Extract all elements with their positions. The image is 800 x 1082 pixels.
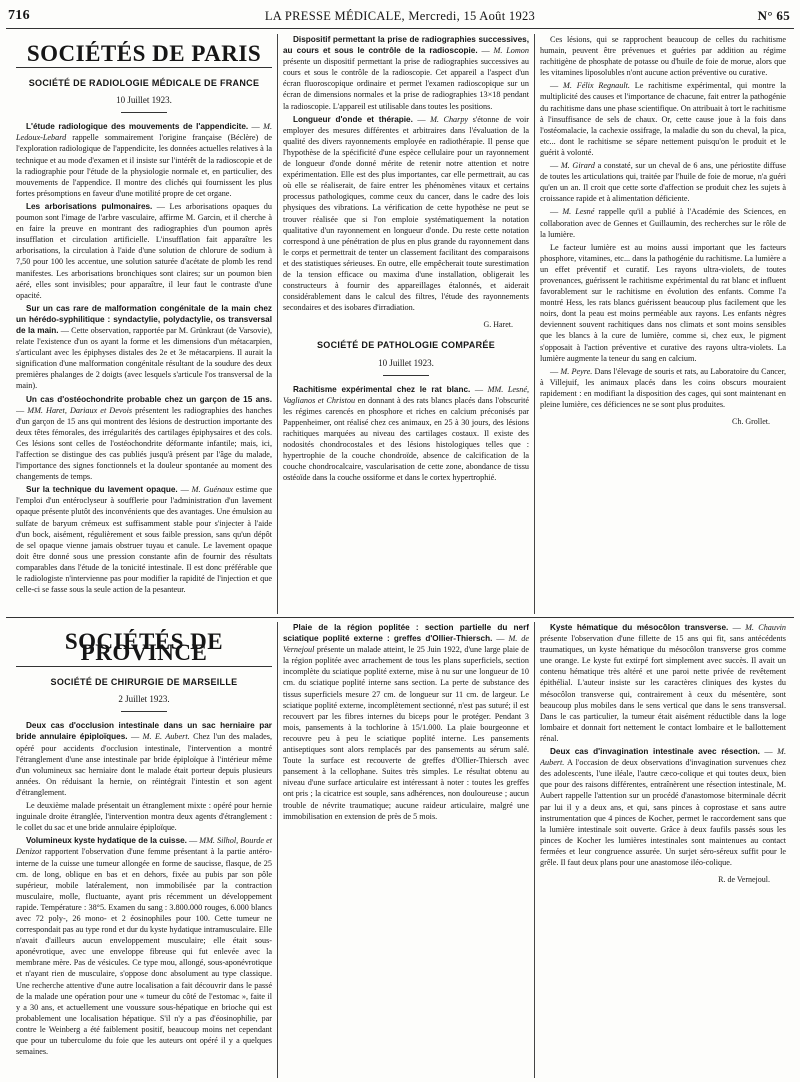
pathology-signature: Ch. Grollet. (732, 417, 770, 427)
abstract-kyste-mesocolon: Kyste hématique du mésocôlon transverse. — M. Chauvin présente l'observation d'une fillette de 15 ans qui fit, sans antécédents traumatiques, un kyste hématique du mésocôlon transverse gros comme une orange. Le kyste fut extirpé fort simplement avec succès. Il avait un contenu hématique très altéré et une paroi nette privée de revêtement épithélial. L'auteur insiste sur les caractères cliniques des kystes du mésocôlon transverse qui, contrairement à ceux du mésentère, sont beaucoup plus mobiles dans le sens vertical que dans le sens transversal. Dans le cas particulier, la tumeur était aisément réductible dans la loge lombaire et donnait fort nettement le contact lombaire et le ballottement rénal. (540, 623, 786, 743)
province-signature: R. de Vernejoul. (718, 875, 770, 885)
abstract-arborisations: Les arborisations pulmonaires. — Les arborisations opaques du poumon sont l'image de l'arbre vasculaire, affirme M. Garcin, et il cherche à en faire la preuve en montrant des radiographies d'un poumon après insufflation et circulation artificielle. L'insufflation fait apparaître les arborisations, la circulation à l'aide d'une solution de chlorure de sodium à 7,50 pour 100 les accentue, une solution saturée d'acétate de plomb les rend manifestes. Les arborisations bronchiques sont claires; sur un poumon bien aéré, elles sont invisibles; pour apparaître, il leur faut le contraste d'une opacité. (16, 201, 272, 300)
abstract-longueur-onde: Longueur d'onde et thérapie. — M. Charpy s'étonne de voir employer des mesures différentes et arbitraires dans l'évaluation de la qualité des divers rayonnements employée en radiothérapie. Il pense que l'hypothèse de la spécificité d'une espèce cellulaire pour un rayonnement de longueur d'onde donné mérite de retenir notre attention et notre expérimentation. Elle est des plus importantes, car elle permettrait, au cas où elle se réaliserait, de faire entrer les phénomènes vitaux et certains processus pathologiques, comme ceux du cancer, dans le cadre des lois physiques des vibrations. La vérification de cette hypothèse ne peut se trouver réalisée que si l'on emploie systématiquement la notation qualitative d'un rayonnement en longueur d'onde. Du reste cette notation correspond à une pénétration de plus en plus grande du rayonnement dans le corps et permettrait de tenter un classement facilitant des comparaisons et des statistiques sérieuses. En outre, elle empêcherait toute surestimation de la tension efficace ou maxima d'une installation, obligerait les constructeurs à fournir des appareillages étalonnés, et aiderait considérablement dans le calcul des filtres, l'étude des rayonnements secondaires et des isobares d'irradiation. (283, 114, 529, 313)
pathology-session-date: 10 Juillet 1923. (378, 357, 434, 368)
abstract-lumiere: Le facteur lumière est au moins aussi important que les facteurs phosphore, vitamines, etc... dans la pathogénie du rachitisme. La lumière a un effet préventif et curatif. Les rayons ultra-violets, de toutes provenances, guérissent le rachitisme expérimental du rat blanc et influent favorablement sur le rachitisme en évolution des enfants. Comme l'a montré Hess, les rats blancs guérissent beaucoup plus facilement que les noirs, dont la peau est moins perméable aux rayons. Les enfants nègres deviennent souvent rachitiques dans nos climats et sont moins sensibles que les blancs à la cure de lumière, comme si, chez eux, le pigment s'opposait à l'action préventive et curative des rayons ultra-violets. La lumière augmente la teneur du sang en calcium. (540, 242, 786, 363)
title-rule (16, 666, 272, 667)
abstract-peyre: — M. Peyre. Dans l'élevage de souris et rats, au Laboratoire du Cancer, à Villejuif, les animaux placés dans les coins obscurs mouraient rapidement : en modifiant la disposition des cages, qui sont maintenant en pleine lumière, ces déficiences ne se sont plus produites. (540, 366, 786, 409)
radiology-signature: G. Haret. (483, 320, 513, 330)
paris-column-2 (283, 34, 529, 614)
header-rule (6, 28, 794, 29)
abstract-girard: — M. Girard a constaté, sur un cheval de 6 ans, une périostite diffuse de toutes les articulations qui, traitée par l'huile de foie de morue, n'a guéri qu'en un an. Il croit que cette sorte d'affection se produit chez les sujets à croissance rapide et à alimentation déficiente. (540, 161, 786, 204)
section-separator (6, 617, 794, 618)
abstract-occlusion: Deux cas d'occlusion intestinale dans un sac herniaire par bride annulaire épiploïques. — M. E. Aubert. Chez l'un des malades, opéré pour accidents d'occlusion intestinale, l'intervention a montré l'étranglement d'une anse intestinale par bride épiploïque à l'intérieur même d'un volumineux sac herniaire dont le malade était porteur depuis plusieurs années. On réduisant la hernie, on réintégrait l'intestin et son agent d'étranglement. (16, 721, 272, 797)
abstract-malformation: Sur un cas rare de malformation congénitale de la main chez un hérédo-syphilitique : syndactylie, polydactylie, os transversal de la main. — Cette observation, rapportée par M. Grünkraut (de Varsovie), relate l'existence d'un os ayant la forme et les dimensions d'un métacarpien, s'articulant avec les épiphyses distales des 2e et 3e métacarpiens. Il aurait la signification d'une malformation congénitale résultant de la soudure des deux premières phalanges de 2 doigts (avec lesquels s'articule l'os transversal de la main). (16, 303, 272, 391)
abstract-lesne: — M. Lesné rappelle qu'il a publié à l'Académie des Sciences, en collaboration avec de Gennes et Guillaumin, des recherches sur le rôle de la lumière. (540, 207, 786, 239)
abstract-regnault: — M. Félix Regnault. Le rachitisme expérimental, qui montre la multiplicité des causes et l'importance de chacune, fait entrer la pathogénie du rachitisme dans une phase scientifique. On attribuait à tort le rachitisme à l'insuffisance de sels de chaux. Or, cette cause joue à la fois dans l'ostéomalacie, la cachexie ossifrage, la maladie du son du cheval, la pica, etc... dont le rachitisme se sépare nettement puisqu'on le produit et le guérit à volonté. (540, 81, 786, 157)
province-column-1 (16, 622, 272, 1078)
short-rule (121, 711, 167, 712)
title-rule (16, 67, 272, 68)
abstract-kyste-hydatique: Volumineux kyste hydatique de la cuisse. — MM. Silhol, Bourde et Denizot rapportent l'observation d'une femme présentant à la partie antéro-interne de la cuisse une tumeur allongée en forme de saucisse, flasque, de 25 cm. de long, oblique en bas et en dehors, fixée au pubis par son pôle supérieur, mobile latéralement, non immobilisée par la contraction musculaire, molle, fluctuante, ayant pris récemment un développement rapide. Température : 38°5. Examen du sang : 3.800.000 rouges, 6.000 blancs avec 72 poly-, 26 mono- et 2 éosinophiles pour 100. Cette tumeur ne correspondait pas au type rond et dur du kyste hydatique intramusculaire. Elle n'avait d'ailleurs aucun enveloppement musculaire; elle était sous-aponévrotique, avec une enveloppe fibreuse qui fut enlevée avec la membrane mère. Pas de vésicules. Ce type mou, allongé, sous-aponévrotique et n'ayant rien de musculaire, s'oppose donc absolument au type classique. Une recherche attentive d'une autre localisation a fait découvrir dans le passé de la malade une opération pour une « tumeur du côté de l'estomac », faite il y a 30 ans, et actuellement une voussure sous-hépatique en brioche qui est probablement une localisation hépatique. S'il n'y a pas d'éosinophilie, par contre le Weinberg a été faiblement positif, beaucoup moins net cependant que pour un tuberculome du foie que les auteurs ont opéré il y a quelques semaines. (16, 836, 272, 1057)
column-divider (534, 622, 535, 1078)
pathology-society-title: SOCIÉTÉ DE PATHOLOGIE COMPARÉE (316, 340, 495, 351)
paris-section-title: SOCIÉTÉS DE PARIS (26, 41, 262, 66)
province-column-2 (283, 622, 529, 1078)
marseille-session-date: 2 Juillet 1923. (118, 694, 170, 705)
short-rule (383, 375, 429, 376)
abstract-invagination: Deux cas d'invagination intestinale avec résection. — M. Aubert. A l'occasion de deux observations d'invagination survenues chez des adolescents, l'une iléale, l'autre cæco-colique et qui toutes deux, bien que pour des raisons différentes, entraînèrent une résection intestinale, M. Aubert rappelle l'attention sur un procédé d'anastomose biterminale décrit par lui il y a deux ans, et qui, sans pinces à coprostase et sans autre instrumentation que 4 pinces de Kocher, permet le raccordement sans que la lumière intestinale soit ouverte. Grâce à deux faufils passés sous les pinces de Kocher les lumières intestinales sont maintenues au contact fermées et leur congruence assurée. Un surjet séro-séreux suffit pour le grêle. Il faut deux plans pour une anastomose iléo-colique. (540, 747, 786, 867)
province-column-3 (540, 622, 786, 1078)
radiology-society-title: SOCIÉTÉ DE RADIOLOGIE MÉDICALE DE FRANCE (28, 78, 260, 89)
page-number: 716 (8, 8, 30, 23)
abstract-rachitisme: Rachitisme expérimental chez le rat blanc. — MM. Lesné, Vaglianos et Christou en donnant à des rats blancs placés dans l'obscurité les régimes carencés en phosphore et riches en calcium préconisés par Pappenheimer, ont réalisé chez ces animaux, en 25 à 30 jours, des lésions rachitiques marquées au niveau des cartilages costaux. Il existe des nodosités chondrocostales et des lésions histologiques telles que : hypertrophie de la couche chondroïde, absence de calcification de la couche chondrocalcaire, vascularisation de cette zone, abondance de tissu ostéoïde dans la couche ossiforme et dans le cortex hypertrophié. (283, 384, 529, 483)
abstract-lavement-opaque: Sur la technique du lavement opaque. — M. Guénaux estime que l'emploi d'un entéroclyseur à soufflerie pour l'administration d'un lavement opaque présente plutôt des inconvénients que des avantages. Une émulsion au sulfate de baryum crémeux est suffisamment stable pour s'injecter à l'aide d'un bock, aisément, régulièrement et sous faible pression, sans qu'un dépôt de sel opaque vienne jamais obstruer tuyau et canule. Le lavement opaque doit être donné sous une pression constante afin de fournir des résultats comparables dans l'étude de la tonicité intestinale. Il est donc préférable que le radiologiste n'intervienne pas pour modifier la rapidité de l'injection et que celle-ci se fasse sous la seule action de la pesanteur. (16, 485, 272, 595)
journal-title: LA PRESSE MÉDICALE, Mercredi, 15 Août 1923 (264, 9, 536, 23)
page-header (0, 0, 800, 30)
short-rule (121, 112, 167, 113)
abstract-plaie-poplitee: Plaie de la région poplitée : section partielle du nerf sciatique poplité externe : greffes d'Ollier-Thiersch. — M. de Vernejoul présente un malade atteint, le 25 Juin 1922, d'une large plaie de la région poplitée avec arrachement de tous les plans superficiels, section incomplète du sciatique poplité externe, mise à nu sur une longueur de 10 cm. du sciatique poplité interne sans section. La perte de substance des tissus superficiels mesure 27 cm. de longueur sur 11 cm. de largeur. Le sciatique poplité externe, incomplètement sectionné, n'est pas suturé; il est recouvert par les fibres internes du biceps pour le protéger. Pendant 3 mois, pansements à la tochlorine à 15/1.000. La plaie bourgeonne et recouvre peu à peu le sciatique poplité interne. Les pansements antiseptiques sont alors remplacés par des pansements au sérum salé. Toute la surface est recouverte de greffes d'Ollier-Thiersch avec pansement à la cellophane. Suites très simples. Le résultat obtenu au niveau d'une surface articulaire est intéressant à noter : toutes les greffes ont pris ; la cicatrice est souple, sans adhérences, non douloureuse ; aucun trouble de névrite traumatique; aucune raideur articulaire, malgré une immobilisation en extension de près de 5 mois. (283, 623, 529, 821)
column-divider (277, 622, 278, 1078)
marseille-society-title: SOCIÉTÉ DE CHIRURGIE DE MARSEILLE (50, 677, 238, 688)
radiology-session-date: 10 Juillet 1923. (116, 95, 172, 106)
issue-number: N° 65 (757, 8, 790, 23)
abstract-etranglement: Le deuxième malade présentait un étranglement mixte : opéré pour hernie inguinale droite étranglée, l'intervention montra deux agents d'étranglement : le collet du sac et une bride annulaire épiploïque. (16, 801, 272, 833)
column-divider (534, 34, 535, 614)
province-section-title: SOCIÉTÉS DE PROVINCE (64, 629, 224, 666)
abstract-appendicite: L'étude radiologique des mouvements de l'appendicite. — M. Ledoux-Lebard rappelle sommairement l'origine française (Béclère) de l'exploration radiologique de l'appendicite, les données actuelles relatives à la technique et au mode d'examen et il insiste sur l'intérêt de la radioscopie et de la radiographie pour l'étude de la physiologie normale et, en particulier, des mouvements de l'appendice. Il montre des clichés qui fournissent les plus fortes présomptions en faveur d'une motilité propre de cet organe. (16, 122, 272, 198)
abstract-osteochondrite: Un cas d'ostéochondrite probable chez un garçon de 15 ans. — MM. Haret, Dariaux et Devois présentent les radiographies des hanches d'un garçon de 15 ans qui montrent des lésions de destruction importante des deux têtes fémorales, des irrégularités des cartilages épiphysaires et des cols. Ces lésions sont celles de l'ostéochondrite déformante infantile; mais, ici, l'affection se distingue des cas publiés jusqu'à présent par l'âge du malade, l'importance des signes fonctionnels et la douleur spontanée au moment des changements de temps. (16, 394, 272, 482)
paris-column-3 (540, 34, 786, 614)
column-divider (277, 34, 278, 614)
abstract-dispositif: Dispositif permettant la prise de radiographies successives, au cours et sous le contrôle de la radioscopie. — M. Lomon présente un dispositif permettant la prise de radiographies successives au cours et sous le contrôle de la radioscopie. Cet appareil a l'aspect d'un écran fluoroscopique ordinaire et permet l'examen radioscopique sur un écran de dimensions normales et la prise de radiographies 13×18 pendant la radioscopie. L'appareil est utilisable dans toutes les positions. (283, 35, 529, 111)
paris-column-1 (16, 34, 272, 614)
abstract-rachitisme-lesions: Ces lésions, qui se rapprochent beaucoup de celles du rachitisme humain, peuvent être prévenues et guéries par addition au régime rachitigène de phosphate de potasse ou d'huile de foie de morue, alors que les vitamines liposolubles n'ont aucune action préventive ou curative. (540, 35, 786, 78)
